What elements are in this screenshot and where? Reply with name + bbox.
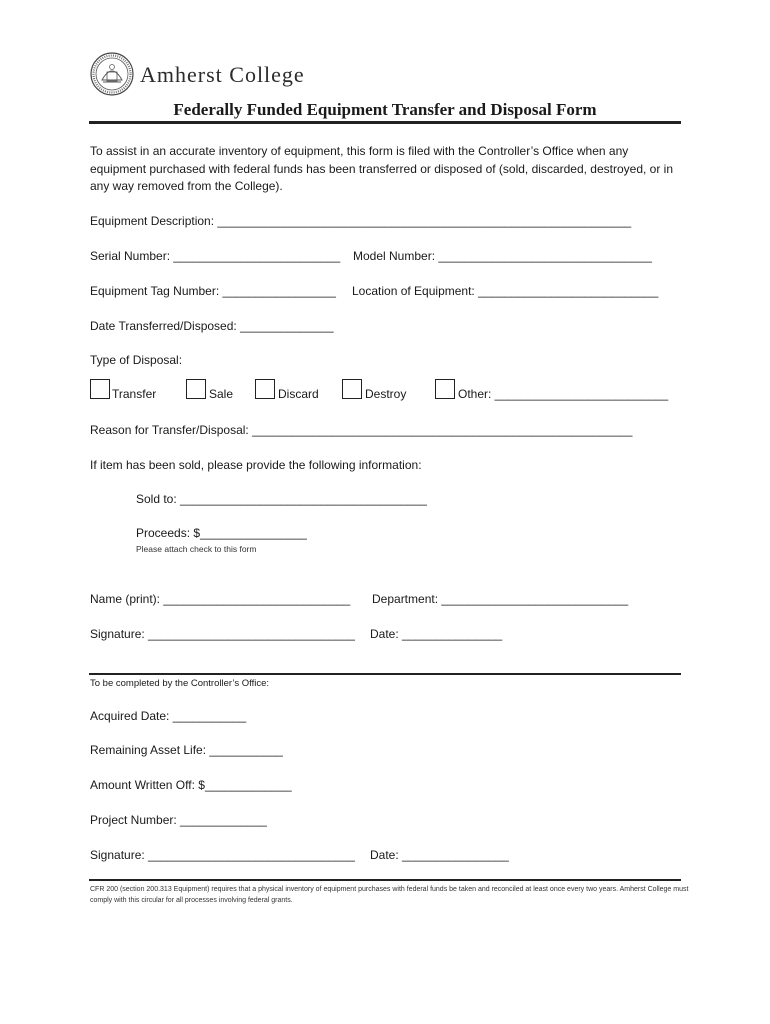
signature-field[interactable]: Signature: _______________________________ [90,627,355,641]
serial-number-field[interactable]: Serial Number: _________________________ [90,249,341,263]
remaining-asset-life-field[interactable]: Remaining Asset Life: ___________ [90,743,283,757]
intro-paragraph: To assist in an accurate inventory of equipment, this form is filed with the Controller’s Office when any equipment purchased with federal funds has been transferred or disposed of (sold, discarded, destroyed, or in any way removed from the College). [90,144,674,193]
footnote-divider [89,879,681,881]
date-field[interactable]: Date: _______________ [370,627,503,641]
sold-to-field[interactable]: Sold to: _____________________________________ [136,492,427,506]
footnote: CFR 200 (section 200.313 Equipment) requires that a physical inventory of equipment purchases with federal funds be taken and reconciled at least once every two years. Amherst College must comply with this circular for all processes involving federal grants. [90,886,689,904]
location-of-equipment-field[interactable]: Location of Equipment: ___________________________ [352,284,659,298]
project-number-field[interactable]: Project Number: _____________ [90,813,267,827]
department-field[interactable]: Department: ____________________________ [372,592,629,606]
name-print-field[interactable]: Name (print): ____________________________ [90,592,351,606]
title-divider [89,121,681,124]
destroy-checkbox[interactable] [342,379,362,399]
transfer-checkbox[interactable] [90,379,110,399]
model-number-field[interactable]: Model Number: ________________________________ [353,249,652,263]
sold-info-prompt: If item has been sold, please provide the following information: [90,458,422,472]
sale-option-label: Sale [209,387,234,401]
controller-date-field[interactable]: Date: ________________ [370,848,509,862]
equipment-tag-number-field[interactable]: Equipment Tag Number: _________________ [90,284,336,298]
proceeds-field[interactable]: Proceeds: $________________ [136,526,307,540]
form-title: Federally Funded Equipment Transfer and Disposal Form [173,100,597,119]
college-seal-logo [90,52,134,96]
other-option-field[interactable]: Other: __________________________ [458,387,669,401]
college-name: Amherst College [140,62,305,87]
sale-checkbox[interactable] [186,379,206,399]
other-checkbox[interactable] [435,379,455,399]
reason-field[interactable]: Reason for Transfer/Disposal: _________________________________________________________ [90,423,633,437]
controller-section-divider [89,673,681,675]
equipment-description-field[interactable]: Equipment Description: ______________________________________________________________ [90,214,632,228]
transfer-option-label: Transfer [112,387,157,401]
type-of-disposal-label: Type of Disposal: [90,353,183,367]
discard-checkbox[interactable] [255,379,275,399]
destroy-option-label: Destroy [365,387,407,401]
acquired-date-field[interactable]: Acquired Date: ___________ [90,709,247,723]
attach-check-note: Please attach check to this form [136,544,257,554]
controller-signature-field[interactable]: Signature: _______________________________ [90,848,355,862]
discard-option-label: Discard [278,387,319,401]
date-transferred-field[interactable]: Date Transferred/Disposed: ______________ [90,319,334,333]
amount-written-off-field[interactable]: Amount Written Off: $_____________ [90,778,292,792]
controller-section-heading: To be completed by the Controller’s Office: [90,678,270,689]
